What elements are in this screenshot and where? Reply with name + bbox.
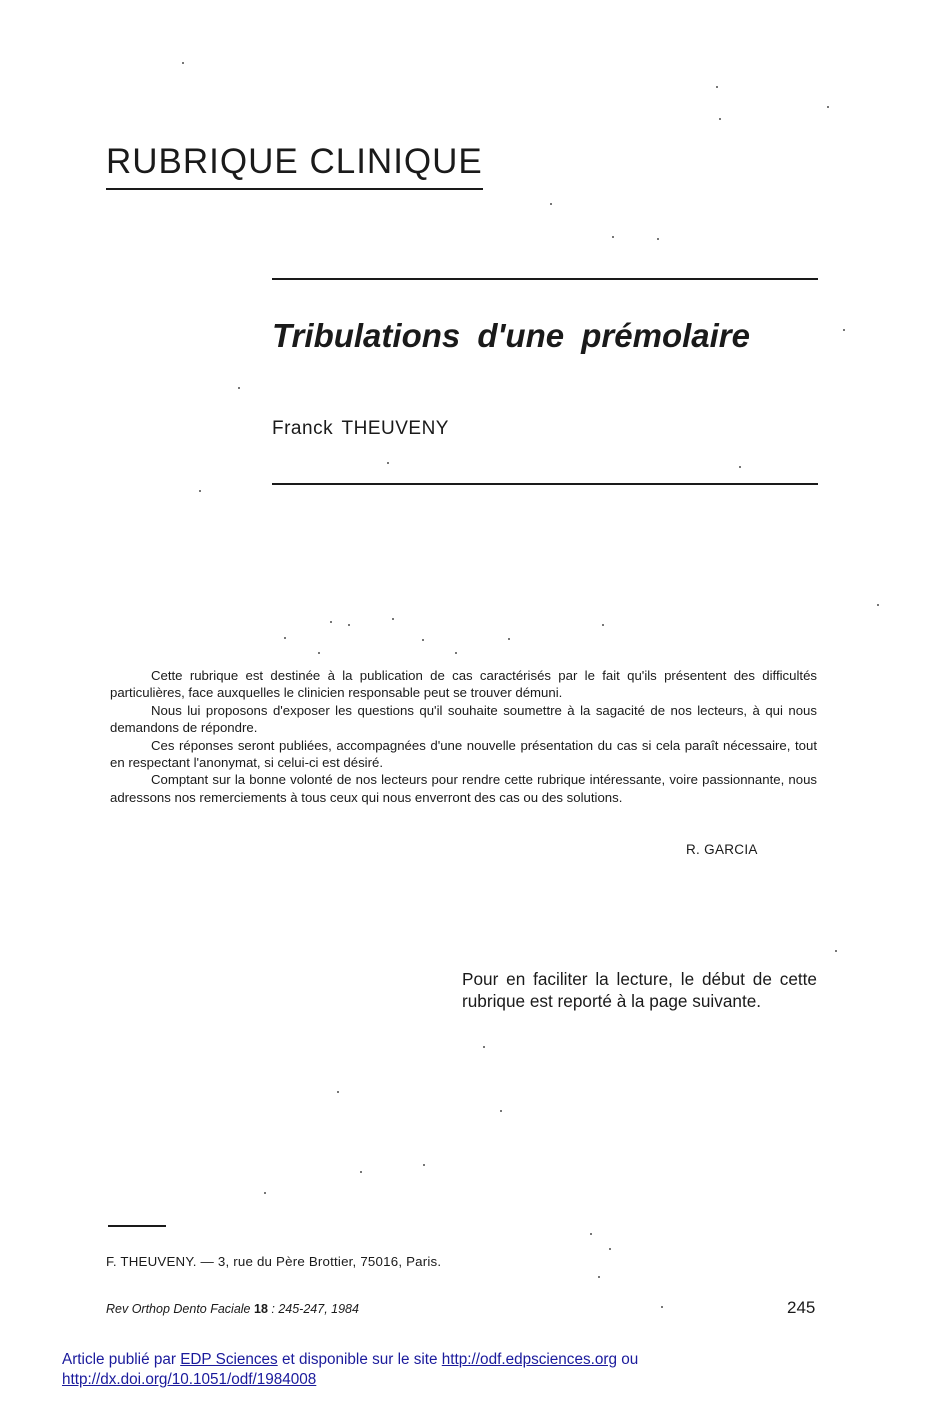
intro-paragraph: Ces réponses seront publiées, accompagnées d'une nouvelle présentation du cas si cela paraît nécessaire, tout en respectant l'anonymat, si celui-ci est désiré. [110, 737, 817, 771]
scan-speck [612, 236, 614, 238]
scan-speck [590, 1233, 592, 1235]
title-top-rule [272, 278, 818, 280]
scan-speck [719, 118, 721, 120]
scan-speck [199, 490, 201, 492]
doi-link[interactable]: http://dx.doi.org/10.1051/odf/1984008 [62, 1371, 317, 1388]
title-bottom-rule [272, 483, 818, 485]
intro-paragraph: Nous lui proposons d'exposer les questions qu'il souhaite soumettre à la sagacité de nos lecteurs, à qui nous demandons de répondre. [110, 702, 817, 736]
author-address-footnote: F. THEUVENY. — 3, rue du Père Brottier, 75016, Paris. [106, 1254, 442, 1269]
scan-speck [550, 203, 552, 205]
article-title: Tribulations d'une prémolaire [272, 317, 750, 354]
scan-speck [264, 1192, 266, 1194]
scan-speck [598, 1276, 600, 1278]
scan-speck [602, 624, 604, 626]
scan-speck [827, 106, 829, 108]
publication-footer [62, 1350, 862, 1390]
author-name: Franck THEUVENY [272, 418, 449, 439]
footer-middle: et disponible sur le site [281, 1351, 438, 1368]
scan-speck [284, 637, 286, 639]
journal-pages: : 245-247, 1984 [267, 1302, 359, 1316]
journal-reference [106, 1302, 359, 1316]
scan-speck [423, 1164, 425, 1166]
scan-speck [318, 652, 320, 654]
publisher-link[interactable]: EDP Sciences [180, 1351, 278, 1368]
scan-speck [360, 1171, 362, 1173]
scan-speck [337, 1091, 339, 1093]
scan-speck [348, 624, 350, 626]
scan-speck [330, 621, 332, 623]
footer-prefix: Article publié par [62, 1351, 176, 1368]
scan-speck [500, 1110, 502, 1112]
scan-speck [483, 1046, 485, 1048]
scan-speck [657, 238, 659, 240]
scan-speck [238, 387, 240, 389]
scan-speck [661, 1306, 663, 1308]
scan-speck [392, 618, 394, 620]
scan-speck [387, 462, 389, 464]
journal-volume: 18 [254, 1302, 268, 1316]
scan-speck [835, 950, 837, 952]
scan-speck [609, 1248, 611, 1250]
intro-signature: R. GARCIA [686, 842, 758, 857]
scan-speck [455, 652, 457, 654]
footer-suffix: ou [621, 1351, 639, 1368]
continuation-note: Pour en faciliter la lecture, le début de cette rubrique est reporté à la page suivante. [462, 969, 817, 1011]
footnote-rule [108, 1225, 166, 1227]
rubric-title: RUBRIQUE CLINIQUE [106, 142, 483, 190]
page-number: 245 [787, 1298, 816, 1317]
intro-paragraph: Cette rubrique est destinée à la publication de cas caractérisés par le fait qu'ils présentent des difficultés particulières, face auxquelles le clinicien responsable peut se trouver démuni. [110, 668, 817, 701]
scan-speck [508, 638, 510, 640]
scan-speck [739, 466, 741, 468]
intro-paragraph: Comptant sur la bonne volonté de nos lecteurs pour rendre cette rubrique intéressante, voire passionnante, nous adressons nos remerciements à tous ceux qui nous enverront des cas ou des solutions. [110, 772, 817, 805]
intro-text [110, 667, 817, 806]
site-link[interactable]: http://odf.edpsciences.org [441, 1351, 617, 1368]
scan-speck [422, 639, 424, 641]
scan-speck [843, 329, 845, 331]
scan-speck [182, 62, 184, 64]
scan-speck [877, 604, 879, 606]
journal-name: Rev Orthop Dento Faciale [106, 1302, 251, 1316]
scan-speck [716, 86, 718, 88]
